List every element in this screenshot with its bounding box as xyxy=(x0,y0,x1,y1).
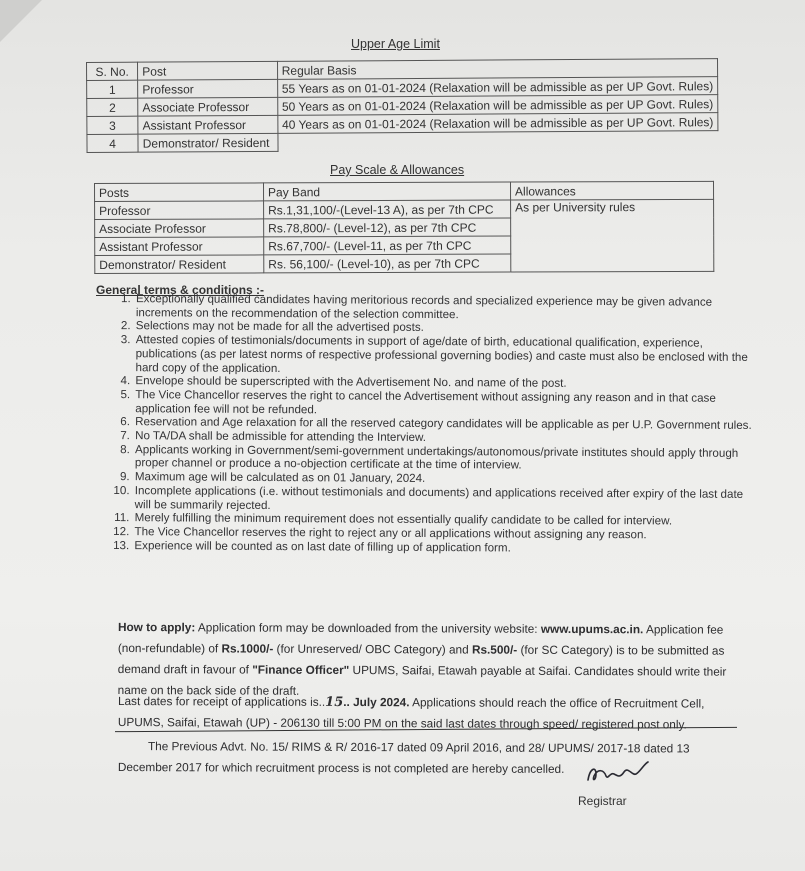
cell-age: 50 Years as on 01-01-2024 (Relaxation will be admissible as per UP Govt. Rules) xyxy=(277,95,717,116)
how-to-apply-text: (for Unreserved/ OBC Category) and xyxy=(273,641,473,657)
header-posts: Posts xyxy=(95,183,264,202)
fee-general: Rs.1000/- xyxy=(221,641,274,656)
last-date-text: Last dates for receipt of applications is.. xyxy=(117,694,326,709)
website-link[interactable]: www.upums.ac.in. xyxy=(540,621,644,637)
terms-list xyxy=(104,292,762,556)
how-to-apply-text: (for SC Category) is to be submitted as demand draft in favour of xyxy=(117,642,725,677)
header-pay-band: Pay Band xyxy=(264,182,511,201)
list-item: 3. Attested copies of testimonials/documents in support of age/date of birth, educational qualification, experience, publications (as per latest norms of respective professional governing bodies) and caste must also be enclosed with the hard copy of the application. xyxy=(133,333,761,378)
header-allowances: Allowances xyxy=(510,181,713,200)
cell-post: Demonstrator/ Resident xyxy=(95,255,264,274)
list-item: 6. Reservation and Age relaxation for all the reserved category candidates will be applicable as per U.P. Government rules. xyxy=(133,415,761,433)
last-date-month: .. July 2024. xyxy=(343,694,410,710)
cell-post: Associate Professor xyxy=(138,97,278,116)
cell-age: 55 Years as on 01-01-2024 (Relaxation will be admissible as per UP Govt. Rules) xyxy=(277,77,717,98)
list-item: 1. Exceptionally qualified candidates having meritorious records and specialized experience may be given advance increments on the recommendation of the selection committee. xyxy=(134,292,762,323)
list-item: 12. The Vice Chancellor reserves the right to reject any or all applications without assigning any reason. xyxy=(132,525,760,543)
table-row xyxy=(87,131,718,153)
page-fold-corner xyxy=(0,0,42,42)
cell-age: 40 Years as on 01-01-2024 (Relaxation will be admissible as per UP Govt. Rules) xyxy=(277,113,717,134)
previous-advt-paragraph: The Previous Advt. No. 15/ RIMS & R/ 2016-17 dated 09 April 2016, and 28/ UPUMS/ 2017-18 dated 13 December 2017 for which recruitment process is not completed are hereby cancelled. xyxy=(117,739,690,776)
list-item: 5. The Vice Chancellor reserves the right to cancel the Advertisement without assigning any reason and in that case application fee will not be refunded. xyxy=(133,388,761,419)
cell-post: Associate Professor xyxy=(95,219,264,238)
pay-scale-heading: Pay Scale & Allowances xyxy=(330,163,465,177)
cell-sno: 2 xyxy=(87,98,138,116)
cell-pay-band: Rs.78,800/- (Level-12), as per 7th CPC xyxy=(264,218,511,237)
list-item: 11. Merely fulfilling the minimum requirement does not essentially qualify candidate to be called for interview. xyxy=(133,511,761,529)
list-item: 8. Applicants working in Government/semi-government undertakings/autonomous/private institutes should apply through proper channel or produce a no-objection certificate at the time of interview. xyxy=(133,443,761,474)
list-item: 10. Incomplete applications (i.e. without testimonials and documents) and applications received after expiry of the last date will be summarily rejected. xyxy=(133,484,761,515)
header-post: Post xyxy=(138,61,278,80)
cell-pay-band: Rs. 56,100/- (Level-10), as per 7th CPC xyxy=(264,254,511,273)
how-to-apply-label: How to apply: xyxy=(117,620,196,635)
fee-sc: Rs.500/- xyxy=(471,642,518,657)
header-regular-basis: Regular Basis xyxy=(277,59,717,80)
handwritten-day: 15 xyxy=(325,694,344,710)
how-to-apply-text: UPUMS, Saifai, Etawah payable at Saifai. Candidates should write their name on the back side of the draft. xyxy=(117,663,727,698)
table-header-row xyxy=(95,181,714,201)
signature-scribble xyxy=(582,760,652,786)
upper-age-table xyxy=(86,58,719,153)
cell-post: Assistant Professor xyxy=(95,237,264,256)
signatory-title: Registrar xyxy=(578,794,627,808)
list-item: 13. Experience will be counted as on last date of filling up of application form. xyxy=(132,539,760,557)
table-row xyxy=(95,199,714,219)
pay-scale-table xyxy=(94,181,714,274)
cell-age xyxy=(278,131,718,152)
cell-pay-band: Rs.1,31,100/-(Level-13 A), as per 7th CPC xyxy=(264,200,511,219)
cell-post: Professor xyxy=(138,79,278,98)
list-item: 9. Maximum age will be calculated as on 01 January, 2024. xyxy=(133,470,761,488)
cell-sno: 4 xyxy=(87,134,138,152)
header-sno: S. No. xyxy=(87,62,138,80)
list-item: 4. Envelope should be superscripted with the Advertisement No. and name of the post. xyxy=(133,374,761,392)
list-item: 7. No TA/DA shall be admissible for attending the Interview. xyxy=(133,429,761,447)
how-to-apply-text: Application fee (non-refundable) of xyxy=(117,622,724,656)
cell-sno: 3 xyxy=(87,116,138,134)
cell-sno: 1 xyxy=(87,80,138,98)
upper-age-heading: Upper Age Limit xyxy=(351,37,440,51)
payee-name: "Finance Officer" xyxy=(252,662,350,678)
list-item: 2. Selections may not be made for all the advertised posts. xyxy=(134,320,762,338)
how-to-apply-text: Application form may be downloaded from the university website: xyxy=(195,620,541,636)
terms-heading: General terms & conditions :- xyxy=(96,283,265,297)
cell-post: Assistant Professor xyxy=(138,115,278,134)
cell-post: Demonstrator/ Resident xyxy=(138,133,278,152)
cell-allowances: As per University rules xyxy=(511,199,714,272)
last-date-text: Applications should reach the office of Recruitment Cell, UPUMS, Saifai, Etawah (UP) - 206130 till 5:00 PM on the said last dates through speed/ registered post only. xyxy=(117,695,705,732)
cell-pay-band: Rs.67,700/- (Level-11, as per 7th CPC xyxy=(264,236,511,255)
cell-post: Professor xyxy=(95,201,264,220)
